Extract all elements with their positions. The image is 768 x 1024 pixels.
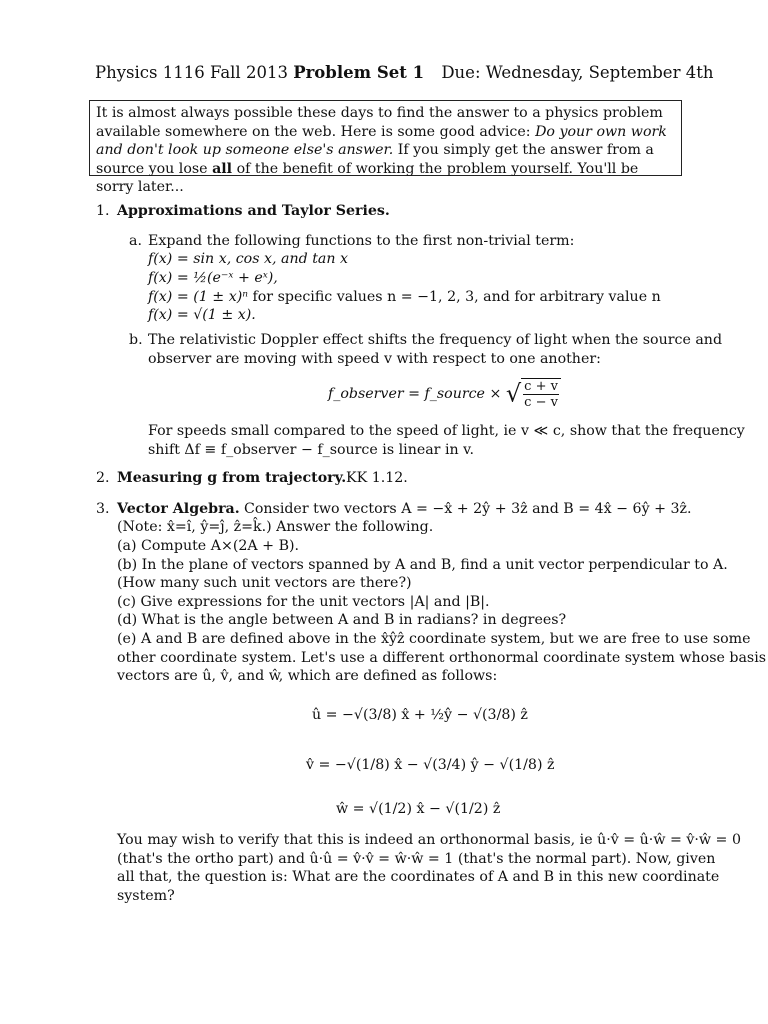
notice-text-3: of the benefit of working the problem yourself. You'll be sorry later... [96,160,639,196]
function-3 [148,288,661,307]
p3-line-2: (a) Compute A×(2A + B). [117,538,300,554]
due-date: Due: Wednesday, September 4th [441,63,714,82]
problem-set-title: Problem Set 1 [293,63,425,82]
doppler-numerator: c + v [524,379,558,394]
part-a-text: Expand the following functions to the first non-trivial term: [148,233,575,249]
function-1: f(x) = sin x, cos x, and tan x [148,251,349,267]
p3-line-1: (Note: x̂=î, ŷ=ĵ, ẑ=k̂.) Answer the following. [117,519,434,535]
function-4: f(x) = √(1 ± x). [148,307,256,323]
problem-1-title: Approximations and Taylor Series. [117,203,390,219]
p3-line-8: other coordinate system. Let's use a different orthonormal coordinate system whose basis [117,650,767,666]
problem-2-reference: KK 1.12. [346,470,408,486]
notice-box [89,100,682,196]
p3-line-4: (How many such unit vectors are there?) [117,575,412,591]
notice-advice: Do your own work and don't look up someone else's answer. [96,123,667,159]
course-name: Physics 1116 Fall 2013 [95,63,288,82]
doppler-lhs: f_observer = f_source × [328,386,502,402]
part-b-line-4: shift Δf ≡ f_observer − f_source is linear in v. [148,442,474,458]
part-b-label: b. [129,332,143,348]
problem-2-number: 2. [96,470,110,486]
p3-tail-0: You may wish to verify that this is indeed an orthonormal basis, ie û·v̂ = û·ŵ = v̂·ŵ = 0 [117,832,741,848]
problem-2-title: Measuring g from trajectory. [117,470,347,486]
p3-line-3: (b) In the plane of vectors spanned by A and B, find a unit vector perpendicular to A. [117,557,728,573]
p3-tail-1: (that's the ortho part) and û·û = v̂·v̂ = ŵ·ŵ = 1 (that's the normal part). Now, given [117,851,716,867]
doppler-equation [328,378,561,410]
p3-line-7: (e) A and B are defined above in the x̂ŷẑ coordinate system, but we are free to use some [117,631,751,647]
equation-u: û = −√(3/8) x̂ + ½ŷ − √(3/8) ẑ [312,707,528,723]
p3-tail-3: system? [117,888,175,904]
equation-w: ŵ = √(1/2) x̂ − √(1/2) ẑ [336,801,501,817]
part-b-line-3: For speeds small compared to the speed of light, ie v ≪ c, show that the frequency [148,423,745,439]
equation-v: v̂ = −√(1/8) x̂ − √(3/4) ŷ − √(1/8) ẑ [306,757,555,773]
p3-line-6: (d) What is the angle between A and B in radians? in degrees? [117,612,567,628]
part-a-label: a. [129,233,142,249]
notice-text-2: If you simply get the answer from a source you lose [96,142,654,177]
problem-3-title: Vector Algebra. [117,501,240,517]
page-header [95,63,714,83]
function-3-expr: f(x) = (1 ± x)ⁿ [148,289,248,305]
problem-1-number: 1. [96,203,110,219]
sqrt-symbol: √ $\frac{c + v}{c - v}$ [506,378,561,410]
problem-3-number: 3. [96,501,110,517]
function-2: f(x) = ½(e⁻ˣ + eˣ), [148,270,278,286]
part-b-line-1: The relativistic Doppler effect shifts the frequency of light when the source and [148,332,723,348]
p3-line-5: (c) Give expressions for the unit vectors |A| and |B|. [117,594,490,610]
function-3-note: for specific values n = −1, 2, 3, and for arbitrary value n [252,289,661,305]
p3-tail-2: all that, the question is: What are the coordinates of A and B in this new coordinate [117,869,720,885]
notice-text-1: It is almost always possible these days to find the answer to a physics problem available somewhere on the web. Here is some good advice: [96,105,663,140]
doppler-denominator: c − v [524,395,558,410]
part-b-line-2: observer are moving with speed v with respect to one another: [148,351,601,367]
notice-emphasis: all [212,160,233,177]
p3-line-0: Consider two vectors A = −x̂ + 2ŷ + 3ẑ and B = 4x̂ − 6ŷ + 3ẑ. [244,501,692,517]
p3-line-9: vectors are û, v̂, and ŵ, which are defined as follows: [117,668,498,684]
